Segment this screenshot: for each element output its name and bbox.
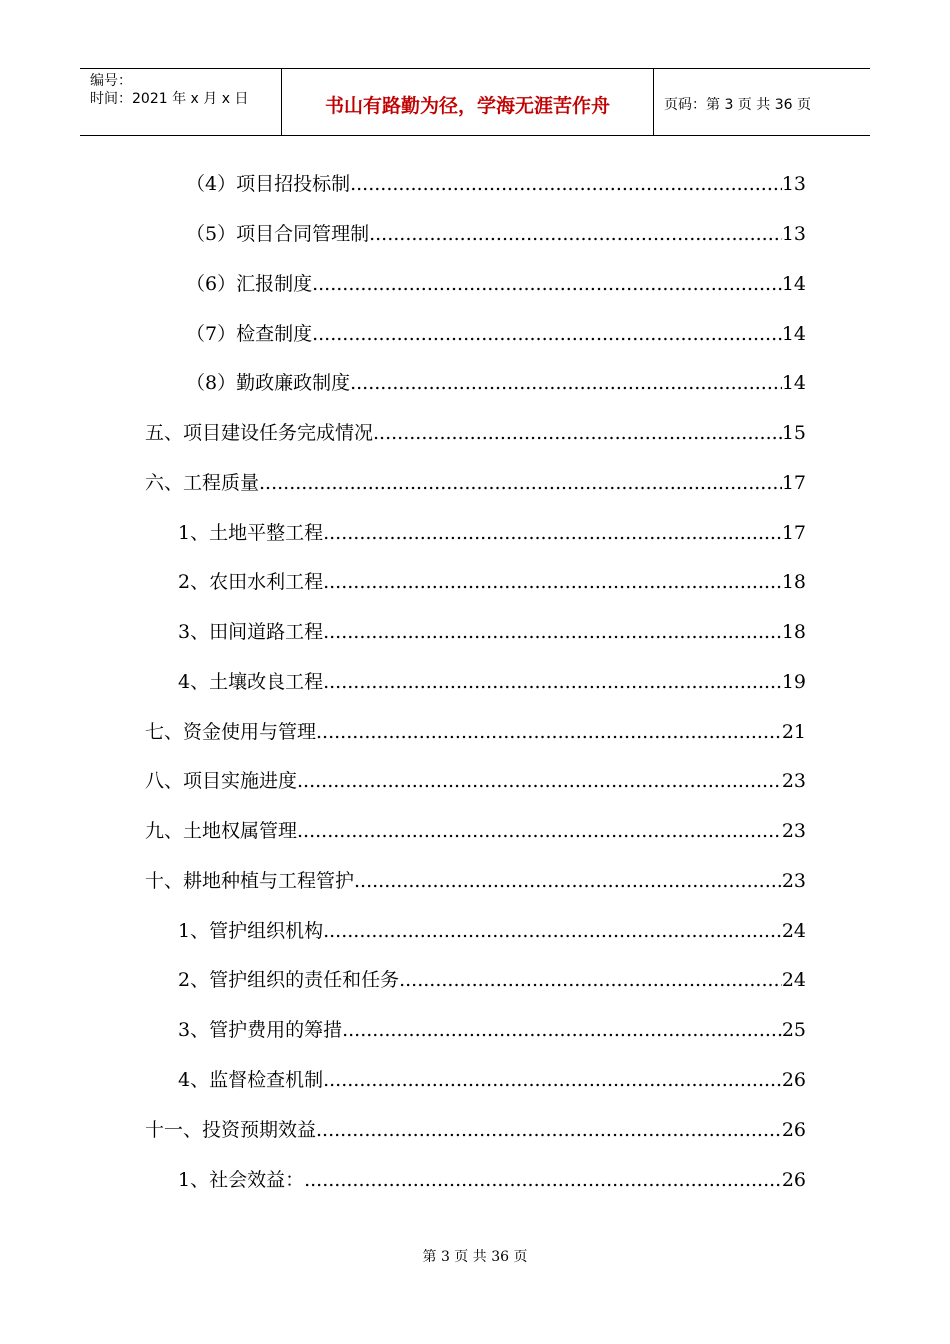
toc-entry[interactable] bbox=[186, 219, 806, 249]
toc-entry-page: 19 bbox=[781, 671, 806, 693]
toc-entry[interactable] bbox=[145, 1115, 806, 1145]
toc-leader-dots bbox=[350, 169, 782, 199]
toc-entry[interactable] bbox=[186, 169, 806, 199]
toc-entry[interactable] bbox=[178, 916, 806, 946]
toc-entry-page: 25 bbox=[781, 1019, 806, 1041]
toc-entry-title: 八、项目实施进度 bbox=[145, 770, 298, 792]
toc-entry-page: 26 bbox=[781, 1069, 806, 1091]
toc-leader-dots bbox=[369, 219, 782, 249]
toc-entry-title: 十、耕地种植与工程管护 bbox=[145, 870, 355, 892]
toc-entry[interactable] bbox=[145, 816, 806, 846]
toc-entry-page: 23 bbox=[781, 870, 806, 892]
toc-leader-dots bbox=[312, 319, 782, 349]
toc-entry-title: 五、项目建设任务完成情况 bbox=[145, 422, 374, 444]
toc-entry[interactable] bbox=[145, 468, 806, 498]
toc-leader-dots bbox=[323, 916, 782, 946]
toc-entry[interactable] bbox=[145, 717, 806, 747]
toc-entry[interactable] bbox=[145, 866, 806, 896]
toc-leader-dots bbox=[323, 617, 782, 647]
toc-leader-dots bbox=[297, 816, 782, 846]
toc-entry[interactable] bbox=[178, 667, 806, 697]
toc-leader-dots bbox=[297, 766, 782, 796]
toc-entry-title: （7）检查制度 bbox=[186, 323, 313, 345]
toc-entry-page: 23 bbox=[781, 770, 806, 792]
page-footer: 第 3 页 共 36 页 bbox=[422, 1249, 528, 1265]
toc-entry[interactable] bbox=[186, 319, 806, 349]
toc-leader-dots bbox=[350, 368, 782, 398]
toc-entry[interactable] bbox=[178, 518, 806, 548]
serial-number-label: 编号： bbox=[90, 73, 132, 89]
toc-entry-title: 1、社会效益： bbox=[178, 1169, 305, 1191]
toc-entry-title: （8）勤政廉政制度 bbox=[186, 372, 351, 394]
toc-entry[interactable] bbox=[178, 965, 806, 995]
toc-entry-page: 23 bbox=[781, 820, 806, 842]
toc-entry-page: 18 bbox=[781, 571, 806, 593]
toc-entry-title: 七、资金使用与管理 bbox=[145, 721, 317, 743]
toc-entry-page: 17 bbox=[781, 472, 806, 494]
toc-entry-page: 26 bbox=[781, 1169, 806, 1191]
toc-leader-dots bbox=[342, 1015, 782, 1045]
toc-entry-title: 2、管护组织的责任和任务 bbox=[178, 969, 400, 991]
toc-entry-title: 1、土地平整工程 bbox=[178, 522, 324, 544]
toc-entry[interactable] bbox=[178, 1015, 806, 1045]
toc-entry[interactable] bbox=[186, 269, 806, 299]
toc-entry-title: 4、监督检查机制 bbox=[178, 1069, 324, 1091]
toc-entry-page: 26 bbox=[781, 1119, 806, 1141]
toc-entry[interactable] bbox=[178, 567, 806, 597]
header-meta bbox=[80, 69, 282, 135]
toc-entry-page: 15 bbox=[781, 422, 806, 444]
toc-entry-title: （6）汇报制度 bbox=[186, 273, 313, 295]
toc-entry-page: 18 bbox=[781, 621, 806, 643]
toc-entry[interactable] bbox=[145, 766, 806, 796]
toc-entry-title: 九、土地权属管理 bbox=[145, 820, 298, 842]
toc-entry-title: 4、土壤改良工程 bbox=[178, 671, 324, 693]
toc-entry-title: 2、农田水利工程 bbox=[178, 571, 324, 593]
toc-entry-page: 24 bbox=[781, 920, 806, 942]
toc-leader-dots bbox=[323, 518, 782, 548]
toc-entry[interactable] bbox=[178, 1065, 806, 1095]
time-label: 时间：2021 年 x 月 x 日 bbox=[90, 91, 249, 107]
toc-entry-title: 六、工程质量 bbox=[145, 472, 260, 494]
toc-leader-dots bbox=[399, 965, 782, 995]
toc-leader-dots bbox=[373, 418, 782, 448]
toc-leader-dots bbox=[259, 468, 782, 498]
toc-entry-title: （5）项目合同管理制 bbox=[186, 223, 370, 245]
toc-entry-title: 十一、投资预期效益 bbox=[145, 1119, 317, 1141]
toc-entry-page: 14 bbox=[781, 323, 806, 345]
toc-entry-page: 14 bbox=[781, 273, 806, 295]
toc-entry-title: 3、管护费用的筹措 bbox=[178, 1019, 343, 1041]
header-page-number: 页码：第 3 页 共 36 页 bbox=[664, 97, 811, 113]
toc-entry-page: 17 bbox=[781, 522, 806, 544]
toc-entry[interactable] bbox=[178, 1165, 806, 1195]
toc-entry-page: 14 bbox=[781, 372, 806, 394]
toc-leader-dots bbox=[304, 1165, 782, 1195]
toc-entry-page: 13 bbox=[781, 173, 806, 195]
toc-entry-title: 1、管护组织机构 bbox=[178, 920, 324, 942]
toc-entry-page: 13 bbox=[781, 223, 806, 245]
toc-entry-title: （4）项目招投标制 bbox=[186, 173, 351, 195]
toc-leader-dots bbox=[323, 667, 782, 697]
toc-entry-page: 21 bbox=[781, 721, 806, 743]
toc-leader-dots bbox=[354, 866, 782, 896]
page-header bbox=[80, 68, 870, 136]
toc-entry-title: 3、田间道路工程 bbox=[178, 621, 324, 643]
toc-leader-dots bbox=[316, 1115, 782, 1145]
toc-leader-dots bbox=[316, 717, 782, 747]
header-motto: 书山有路勤为径，学海无涯苦作舟 bbox=[282, 69, 654, 135]
toc-leader-dots bbox=[312, 269, 782, 299]
toc-leader-dots bbox=[323, 1065, 782, 1095]
toc-entry[interactable] bbox=[186, 368, 806, 398]
toc-entry[interactable] bbox=[178, 617, 806, 647]
toc-entry-page: 24 bbox=[781, 969, 806, 991]
toc-entry[interactable] bbox=[145, 418, 806, 448]
toc-leader-dots bbox=[323, 567, 782, 597]
